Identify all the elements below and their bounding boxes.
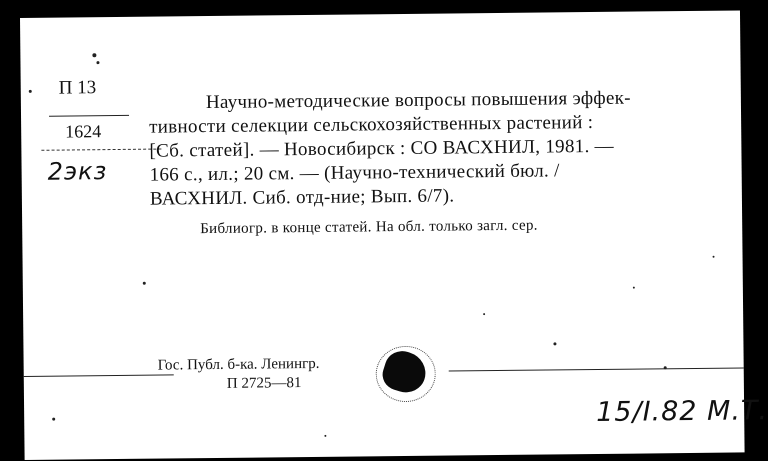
- stamp-rule-right: [449, 367, 744, 371]
- scan-speck: [713, 256, 715, 258]
- call-number-line2: 1624: [65, 121, 102, 142]
- call-number-rule-bottom: [41, 149, 161, 151]
- call-number-rule-top: [49, 115, 129, 117]
- stamp-rule-left: [24, 374, 174, 377]
- scan-speck: [664, 366, 667, 369]
- bibliography-note: Библиогр. в конце статей. На обл. только загл. сер.: [200, 217, 538, 238]
- catalog-card: [20, 10, 768, 460]
- handwritten-copy-count: 2экз: [47, 157, 108, 186]
- scan-speck: [553, 342, 556, 345]
- scan-speck: [324, 435, 326, 437]
- scan-speck: [92, 53, 96, 57]
- scan-speck: [52, 418, 55, 421]
- collation-line: 166 с., ил.; 20 см. — (Научно-технический бюл. /: [149, 160, 560, 186]
- imprint-line: [Сб. статей]. — Новосибирск : СО ВАСХНИЛ, 1981. —: [149, 135, 615, 162]
- library-stamp-line2: П 2725—81: [226, 375, 302, 392]
- scan-speck: [96, 61, 99, 64]
- series-line: ВАСХНИЛ. Сиб. отд-ние; Вып. 6/7).: [149, 185, 455, 210]
- scan-speck: [143, 282, 146, 285]
- title-line-2: тивности селекции сельскохозяйственных растений :: [149, 112, 594, 138]
- ink-blot-halo: [375, 346, 436, 403]
- title-line-1: Научно-методические вопросы повышения эффек-: [205, 87, 631, 114]
- handwritten-date-initials: 15/I.82 М.Т.: [596, 395, 768, 428]
- scan-speck: [483, 313, 485, 315]
- call-number-line1: П 13: [58, 77, 97, 99]
- library-stamp-line1: Гос. Публ. б-ка. Ленингр.: [157, 355, 320, 374]
- scan-speck: [29, 90, 32, 93]
- scan-speck: [633, 287, 635, 289]
